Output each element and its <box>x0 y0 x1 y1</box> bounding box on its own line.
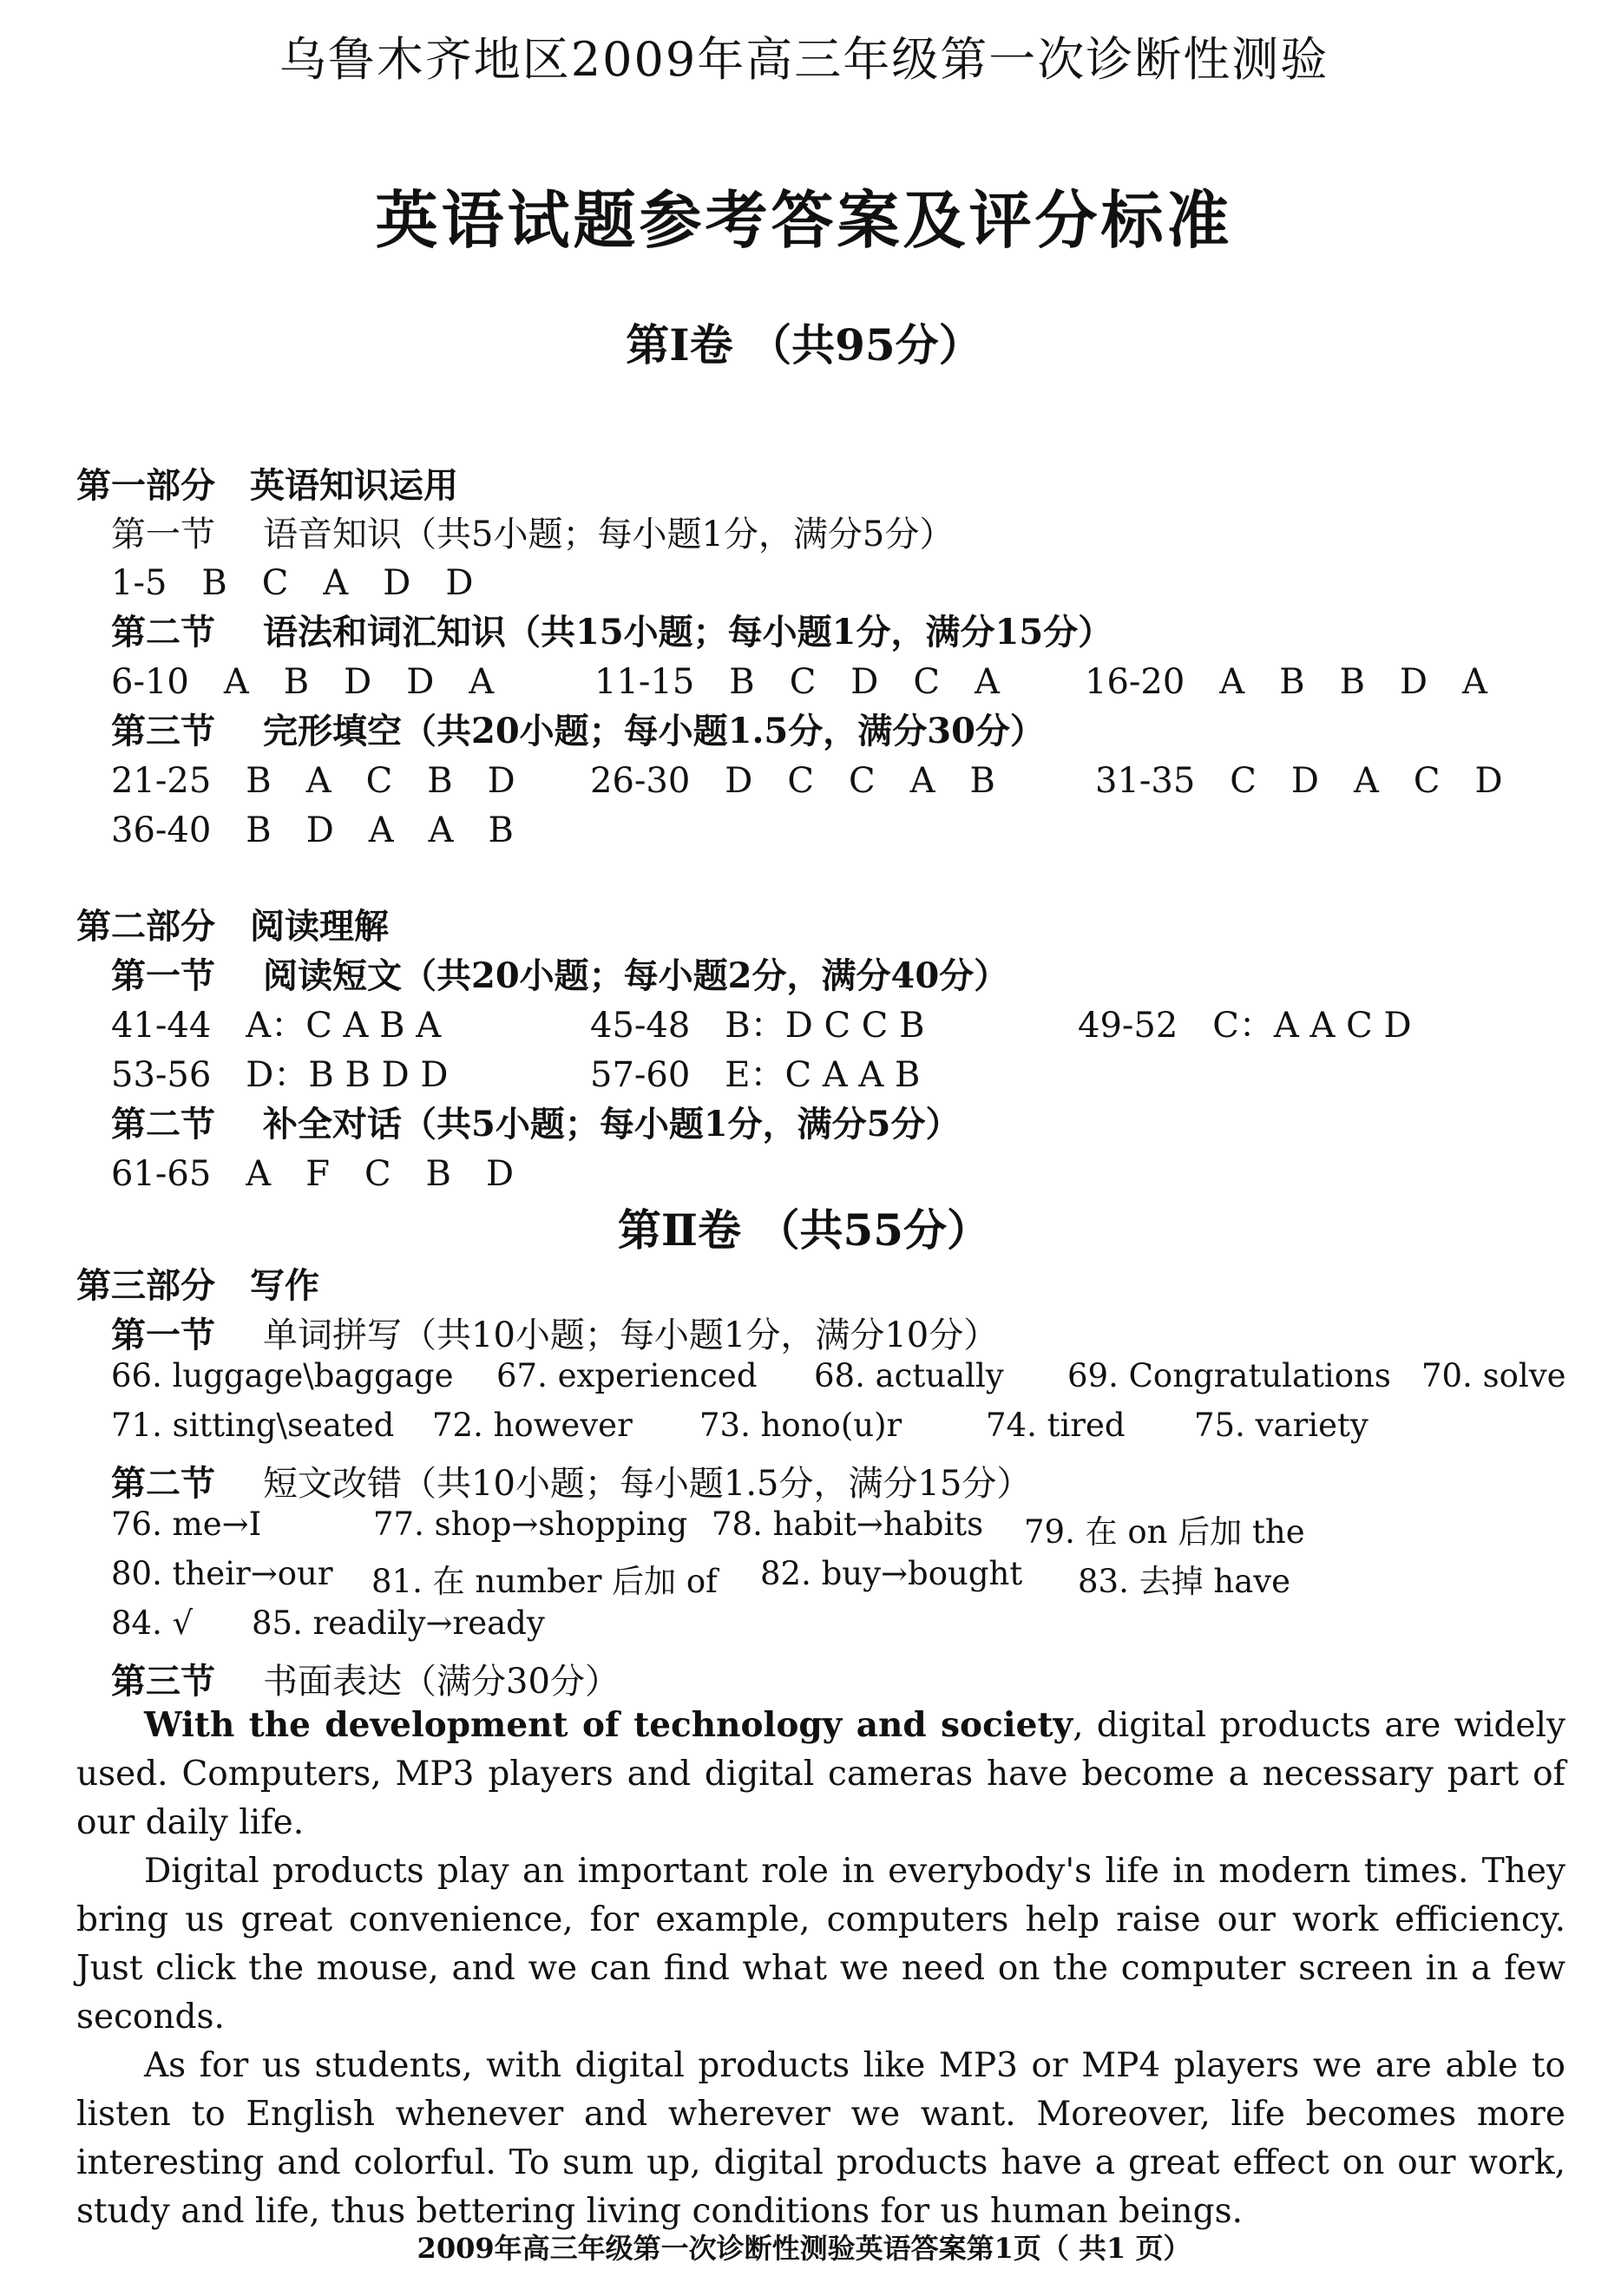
answer-cell: 57-60 E：C A A B <box>590 1055 921 1095</box>
exam-school-line: 乌鲁木齐地区2009年高三年级第一次诊断性测验 <box>279 32 1329 87</box>
section-desc: 完形填空（共20小题；每小题1.5分，满分30分） <box>263 711 1045 751</box>
answer-cell: 77. shop→shopping <box>373 1506 688 1543</box>
answer-cell: 45-48 B：D C C B <box>590 1006 925 1046</box>
answer-cell: 69. Congratulations <box>1067 1357 1391 1394</box>
section-desc: 阅读短文（共20小题；每小题2分，满分40分） <box>263 955 1009 996</box>
answer-cell: 73. hono(u)r <box>699 1407 902 1444</box>
answer-cell: 53-56 D：B B D D <box>111 1055 449 1095</box>
answer-cell: 83. 去掉 have <box>1078 1563 1291 1600</box>
answer-cell: 82. buy→bought <box>760 1555 1023 1592</box>
answer-cell: 81. 在 number 后加 of <box>371 1563 718 1600</box>
part3-heading: 第三部分 写作 <box>76 1265 319 1306</box>
page-footer: 2009年高三年级第一次诊断性测验英语答案第1页（ 共1 页） <box>417 2232 1191 2265</box>
answer-cell: 84. √ <box>111 1604 194 1642</box>
answer-cell: 49-52 C：A A C D <box>1078 1006 1412 1046</box>
part1-sec3-header <box>111 704 1045 753</box>
document-title: 英语试题参考答案及评分标准 <box>375 183 1233 257</box>
section-desc: 语音知识（共5小题；每小题1分，满分5分） <box>263 515 955 554</box>
section-desc: 单词拼写（共10小题；每小题1分，满分10分） <box>263 1315 999 1355</box>
part1-sec2-header <box>111 605 1112 654</box>
volume-1-heading: 第Ⅰ卷 （共95分） <box>626 319 982 371</box>
answer-cell: 6-10 A B D D A <box>111 662 495 702</box>
answer-cell: 72. however <box>432 1407 633 1444</box>
answer-cell: 67. experienced <box>496 1357 758 1394</box>
answer-cell: 31-35 C D A C D <box>1095 761 1503 801</box>
answer-cell: 11-15 B C D C A <box>594 662 1000 702</box>
section-name: 第一节 <box>111 515 215 554</box>
part2-sec1-header <box>111 948 1008 998</box>
essay-paragraph: Digital products play an important role in everybody's life in modern times. They bring us great convenience, for example, computers help raise our work efficiency. Just click the mouse, and we can find what we need on the computer screen in a few seconds. <box>76 1852 1565 2037</box>
part2-sec2-header <box>111 1097 961 1146</box>
model-essay <box>76 1701 1565 2236</box>
answer-cell: 79. 在 on 后加 the <box>1024 1513 1305 1551</box>
part3-sec3-header <box>111 1654 620 1703</box>
essay-text: , digital products are widely used. Computers, MP3 players and digital cameras have become a necessary part of our daily life. <box>76 1706 1566 1842</box>
answer-cell: 74. tired <box>986 1407 1126 1444</box>
part1-heading: 第一部分 英语知识运用 <box>76 465 458 506</box>
section-name: 第二节 <box>111 612 215 653</box>
section-name: 第一节 <box>111 1315 215 1355</box>
answer-cell: 76. me→I <box>111 1506 262 1543</box>
answer-row: 61-65 A F C B D <box>111 1154 515 1194</box>
part3-sec2-header <box>111 1456 1031 1506</box>
answer-cell: 36-40 B D A A B <box>111 810 514 850</box>
answer-cell: 26-30 D C C A B <box>590 761 995 801</box>
section-desc: 补全对话（共5小题；每小题1分，满分5分） <box>263 1104 961 1145</box>
section-desc: 语法和词汇知识（共15小题；每小题1分，满分15分） <box>263 612 1113 653</box>
answer-cell: 80. their→our <box>111 1555 333 1592</box>
essay-paragraph <box>76 1701 1565 1847</box>
section-name: 第一节 <box>111 955 215 996</box>
essay-paragraph: As for us students, with digital products like MP3 or MP4 players we are able to listen to English whenever and wherever we want. Moreover, life becomes more interesting and colorful. To sum up, digital products have a great effect on our work, study and life, thus bettering living conditions for us human beings. <box>76 2046 1565 2231</box>
answer-cell: 71. sitting\seated <box>111 1407 395 1444</box>
answer-cell: 78. habit→habits <box>712 1506 984 1543</box>
section-name: 第二节 <box>111 1463 215 1504</box>
part2-heading: 第二部分 阅读理解 <box>76 906 389 947</box>
section-desc: 短文改错（共10小题；每小题1.5分，满分15分） <box>263 1464 1032 1504</box>
section-name: 第二节 <box>111 1104 215 1145</box>
part3-sec1-header <box>111 1308 998 1357</box>
volume-2-heading: 第Ⅱ卷 （共55分） <box>617 1204 991 1256</box>
answer-cell: 75. variety <box>1194 1407 1368 1444</box>
answer-cell: 70. solve <box>1421 1357 1566 1394</box>
essay-bold-lead: With the development of technology and society <box>144 1705 1073 1745</box>
section-name: 第三节 <box>111 711 215 751</box>
answer-row: 1-5 B C A D D <box>111 563 474 603</box>
answer-cell: 85. readily→ready <box>252 1604 545 1642</box>
answer-cell: 66. luggage\baggage <box>111 1357 454 1394</box>
part1-sec1-header <box>111 507 954 556</box>
section-name: 第三节 <box>111 1661 215 1702</box>
answer-cell: 21-25 B A C B D <box>111 761 515 801</box>
answer-cell: 16-20 A B B D A <box>1085 662 1487 702</box>
answer-cell: 68. actually <box>814 1357 1004 1394</box>
answer-cell: 41-44 A：C A B A <box>111 1006 442 1046</box>
section-desc: 书面表达（满分30分） <box>263 1662 620 1702</box>
